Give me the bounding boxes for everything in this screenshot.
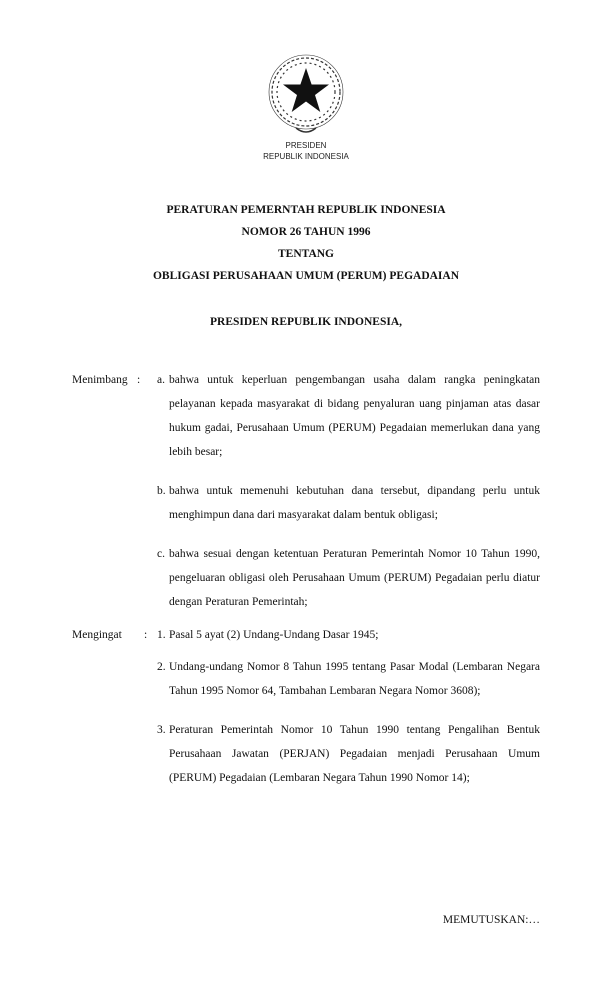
item-marker: a. (157, 374, 165, 386)
item-marker: c. (157, 548, 165, 560)
letterhead-presiden: PRESIDEN (285, 141, 327, 150)
list-item (157, 718, 540, 790)
mengingat-label: Mengingat (72, 629, 122, 641)
item-marker: b. (157, 485, 166, 497)
item-text: bahwa sesuai dengan ketentuan Peraturan Pemerintah Nomor 10 Tahun 1990, pengeluaran obligasi oleh Perusahaan Umum (PERUM) Pegadaian perlu diatur dengan Peraturan Pemerintah; (169, 548, 540, 608)
title-line: OBLIGASI PERUSAHAAN UMUM (PERUM) PEGADAIAN (152, 270, 460, 282)
colon: : (137, 374, 141, 386)
title-line: TENTANG (277, 248, 335, 260)
item-text: Undang-undang Nomor 8 Tahun 1995 tentang Pasar Modal (Lembaran Negara Tahun 1995 Nomor 64, Tambahan Lembaran Negara Nomor 3608); (169, 661, 540, 697)
colon: : (144, 629, 148, 641)
item-marker: 1. (157, 629, 166, 641)
item-text: Peraturan Pemerintah Nomor 10 Tahun 1990 tentang Pengalihan Bentuk Perusahaan Jawatan (PERJAN) Pegadaian menjadi Perusahaan Umum (PERUM) Pegadaian (Lembaran Negara Tahun 1990 Nomor 14); (169, 724, 540, 784)
letterhead-republik-indonesia: REPUBLIK INDONESIA (263, 152, 349, 161)
item-marker: 3. (157, 724, 166, 736)
title-line: NOMOR 26 TAHUN 1996 (241, 226, 371, 238)
item-text: Pasal 5 ayat (2) Undang-Undang Dasar 1945; (169, 629, 379, 641)
menimbang-label: Menimbang (72, 374, 128, 386)
presidential-seal-emblem (266, 52, 346, 140)
continuation-memutuskan: MEMUTUSKAN:… (442, 914, 540, 926)
mengingat-section (72, 623, 540, 805)
item-marker: 2. (157, 661, 166, 673)
list-item (157, 479, 540, 527)
item-text: bahwa untuk keperluan pengembangan usaha dalam rangka peningkatan pelayanan kepada masyarakat di bidang penyaluran uang pinjaman atas dasar hukum gadai, Perusahaan Umum (PERUM) Pegadaian memerlukan dana yang lebih besar; (169, 374, 540, 458)
item-text: bahwa untuk memenuhi kebutuhan dana tersebut, dipandang perlu untuk menghimpun dana dari masyarakat dalam bentuk obligasi; (169, 485, 540, 521)
subtitle: PRESIDEN REPUBLIK INDONESIA, (209, 316, 403, 328)
menimbang-section (72, 368, 540, 629)
list-item (157, 623, 540, 647)
regulation-title (0, 199, 612, 287)
list-item (157, 542, 540, 614)
title-line: PERATURAN PEMERNTAH REPUBLIK INDONESIA (166, 204, 446, 216)
list-item (157, 655, 540, 703)
list-item (157, 368, 540, 464)
